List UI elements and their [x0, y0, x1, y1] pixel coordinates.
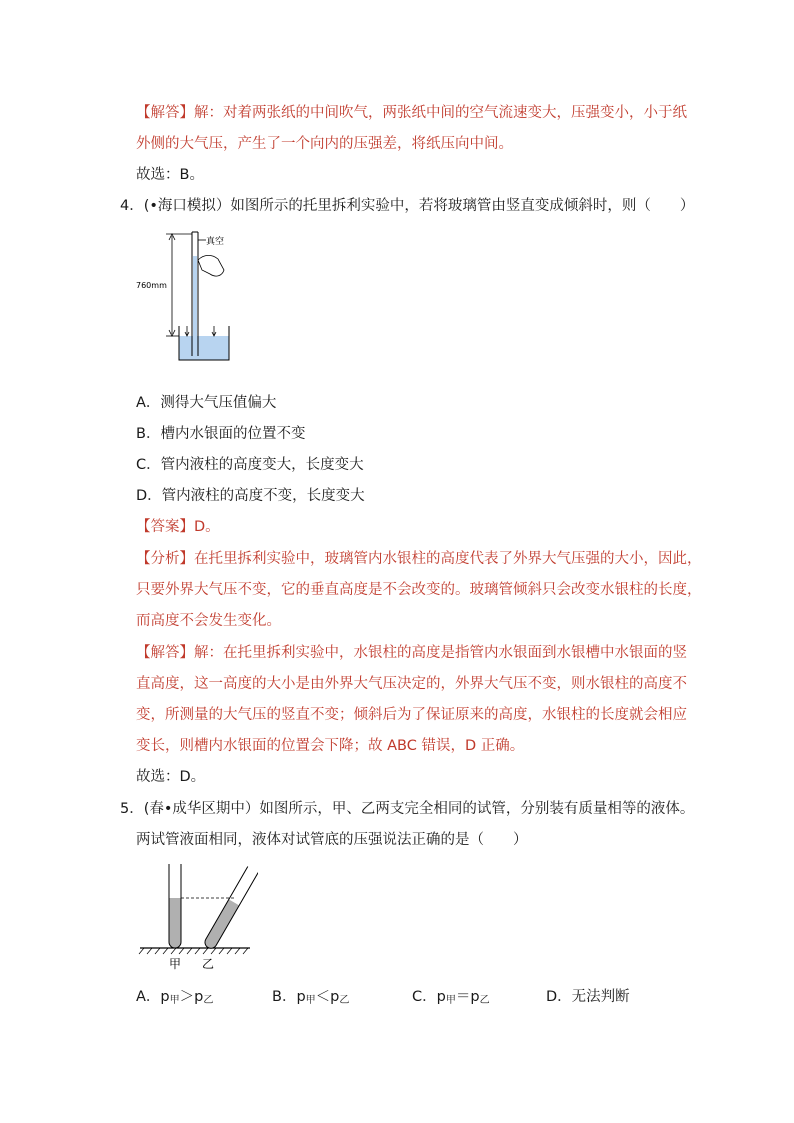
q4-analysis-text1: 在托里拆利实验中，玻璃管内水银柱的高度代表了外界大气压强的大小，因此，: [194, 551, 702, 567]
vacuum-label: 真空: [206, 237, 225, 247]
q4-option-c: C．管内液柱的高度变大，长度变大: [136, 457, 364, 473]
q5-option-a: A．$p_甲>p_乙$: [136, 989, 214, 1006]
q5-option-c: C．$p_甲=p_乙$: [412, 989, 490, 1006]
label-jia: 甲: [169, 957, 182, 971]
q4-choice: 故选：D。: [136, 769, 206, 785]
q5-stem-line1: 5．(春•成华区期中）如图所示，甲、乙两支完全相同的试管，分别装有质量相等的液体。: [120, 801, 695, 817]
mercury-column: [193, 256, 197, 356]
q5-option-d: D．无法判断: [546, 989, 630, 1005]
q4-solution-line3: 变，所测量的大气压的竖直不变；倾斜后为了保证原来的高度，水银柱的长度就会相应: [136, 707, 687, 723]
hand-icon: [198, 255, 224, 276]
q5-option-b: B．$p_甲<p_乙$: [272, 989, 350, 1006]
torricelli-figure: [136, 226, 246, 366]
q4-analysis-line3: 而高度不会发生变化。: [136, 613, 281, 629]
q3-answer-line1: [136, 103, 687, 123]
tube-jia-liquid: [169, 898, 181, 948]
q4-solution-text1: 解：在托里拆利实验中，水银柱的高度是指管内水银面到水银槽中水银面的竖: [194, 645, 687, 661]
q4-solution-tag: 【解答】: [136, 645, 194, 661]
tube-yi-liquid: [203, 899, 239, 950]
test-tubes-figure: [138, 862, 258, 972]
q5-stem-line2: 两试管液面相同，液体对试管底的压强说法正确的是（ ）: [136, 832, 528, 848]
q3-answer-tag: 【解答】: [136, 105, 194, 121]
q3-answer-line2: 外侧的大气压，产生了一个向内的压强差，将纸压向中间。: [136, 136, 513, 152]
q4-option-b: B．槽内水银面的位置不变: [136, 426, 306, 442]
q3-answer-text1: 解：对着两张纸的中间吹气，两张纸中间的空气流速变大，压强变小，小于纸: [194, 105, 687, 121]
q3-choice: 故选：B。: [136, 167, 204, 183]
q4-stem: 4．(•海口模拟）如图所示的托里拆利实验中，若将玻璃管由竖直变成倾斜时，则（ ）: [120, 198, 695, 214]
q4-solution-line2: 直高度，这一高度的大小是由外界大气压决定的，外界大气压不变，则水银柱的高度不: [136, 676, 687, 692]
q4-solution-line1: [136, 643, 687, 663]
mercury-trough-liquid: [179, 336, 229, 360]
label-yi: 乙: [202, 957, 215, 971]
height-label: 760mm: [136, 281, 167, 290]
q4-solution-line4: 变长，则槽内水银面的位置会下降；故 ABC 错误，D 正确。: [136, 738, 525, 754]
q4-answer: 【答案】D。: [136, 519, 220, 535]
q4-analysis-tag: 【分析】: [136, 551, 194, 567]
q4-analysis-line1: [136, 549, 702, 569]
q4-option-d: D．管内液柱的高度不变，长度变大: [136, 488, 365, 504]
q4-analysis-line2: 只要外界大气压不变，它的垂直高度是不会改变的。玻璃管倾斜只会改变水银柱的长度，: [136, 582, 702, 598]
q4-option-a: A．测得大气压值偏大: [136, 395, 277, 411]
